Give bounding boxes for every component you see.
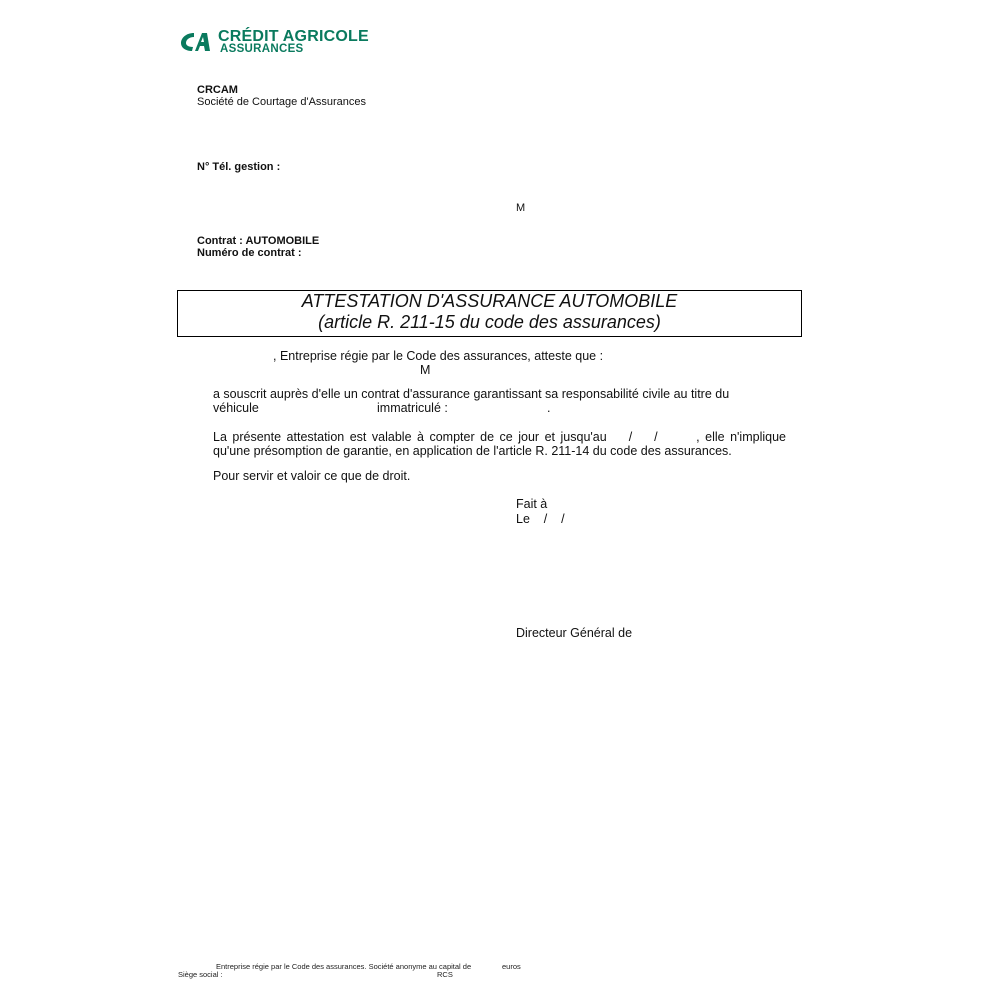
company-name: CRCAM <box>197 84 238 96</box>
document-title: ATTESTATION D'ASSURANCE AUTOMOBILE <box>301 291 678 311</box>
document-subtitle: (article R. 211-15 du code des assurances) <box>318 312 661 332</box>
contract-label: Contrat : AUTOMOBILE <box>197 235 320 247</box>
intro-text: , Entreprise régie par le Code des assurances, atteste que : <box>273 349 604 363</box>
footer-rcs: RCS <box>437 970 453 979</box>
date-label: Le / / <box>516 512 565 526</box>
paragraph1-line1: a souscrit auprès d'elle un contrat d'assurance garantissant sa responsabilité civile au titre du <box>213 387 730 401</box>
recipient-name: M <box>516 202 526 214</box>
signer-title: Directeur Général de <box>516 626 633 640</box>
contract-number-label: Numéro de contrat : <box>197 247 302 259</box>
footer-legal-text: Entreprise régie par le Code des assurances. Société anonyme au capital de <box>216 962 472 971</box>
company-description: Société de Courtage d'Assurances <box>197 96 367 108</box>
title-box <box>177 290 802 337</box>
company-logo <box>178 28 388 58</box>
paragraph1-end: . <box>547 401 551 415</box>
paragraph2-line2: qu'une présomption de garantie, en application de l'article R. 211-14 du code des assurances. <box>213 444 732 458</box>
logo-text-line1: CRÉDIT AGRICOLE <box>218 28 369 45</box>
tel-gestion-label: N° Tél. gestion : <box>197 161 281 173</box>
insured-name: M <box>420 363 431 377</box>
place-label: Fait à <box>516 497 548 511</box>
paragraph3: Pour servir et valoir ce que de droit. <box>213 469 411 483</box>
paragraph2-line1: La présente attestation est valable à compter de ce jour et jusqu'au / / , elle n'implique <box>213 430 786 444</box>
footer-currency: euros <box>502 962 521 971</box>
footer-head-office: Siège social : <box>178 970 223 979</box>
vehicle-label: véhicule <box>213 401 259 415</box>
credit-agricole-logo-icon <box>178 30 212 54</box>
logo-text-line2: ASSURANCES <box>220 43 304 55</box>
registration-label: immatriculé : <box>377 401 448 415</box>
